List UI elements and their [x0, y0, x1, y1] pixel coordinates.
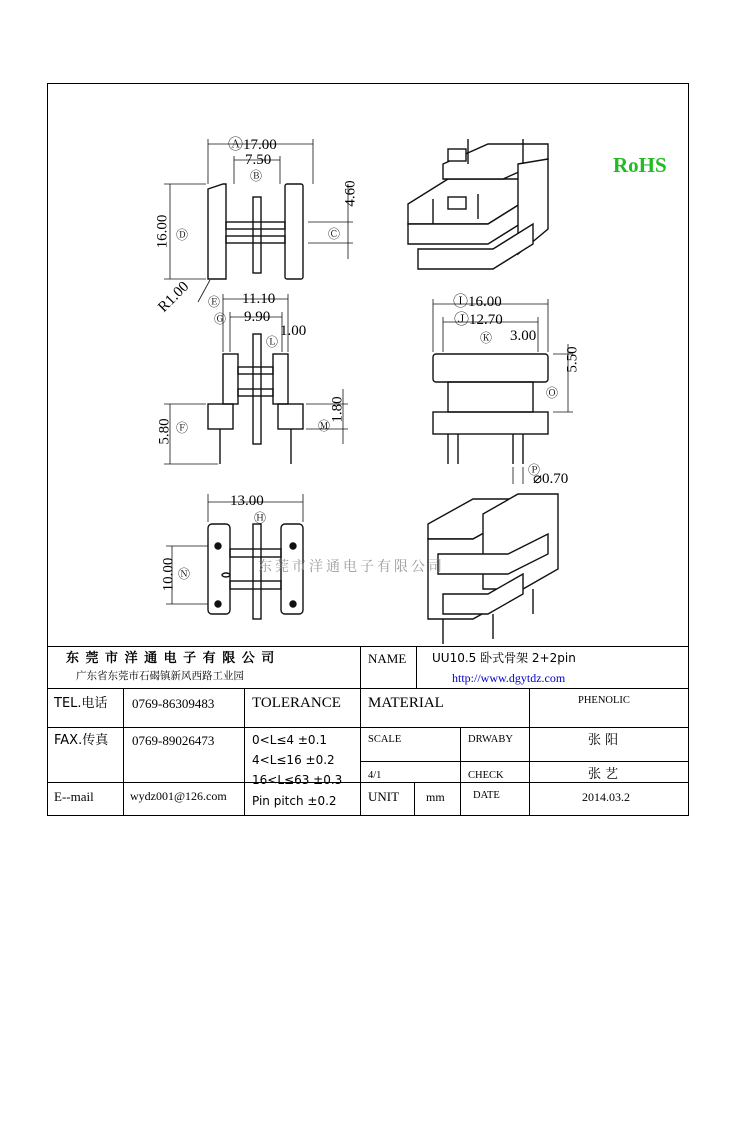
dim-n-len: 10.00	[160, 557, 177, 592]
tb-line	[48, 646, 689, 647]
name-label: NAME	[368, 651, 407, 666]
tb-line	[414, 782, 415, 816]
dim-i: Ⓘ16.00	[453, 294, 502, 310]
date-label: DATE	[473, 790, 500, 801]
tel-value: 0769-86309483	[132, 696, 215, 711]
dim-e-len: 11.10	[242, 291, 276, 307]
dim-n-mark: Ⓝ	[178, 567, 191, 581]
top-right-isometric	[408, 139, 548, 269]
dim-g-mark: Ⓖ	[214, 312, 227, 326]
tb-line	[460, 727, 461, 816]
dim-f-len: 5.80	[156, 418, 173, 445]
tb-line	[244, 688, 245, 816]
dim-k-len: 3.00	[510, 328, 537, 344]
tolerance-line-2: 4<L≤16 ±0.2	[252, 753, 335, 767]
dim-p-mark: Ⓟ	[528, 463, 541, 477]
part-name: UU10.5 卧式骨架 2+2pin	[432, 651, 576, 665]
email-value: wydz001@126.com	[130, 789, 227, 803]
bottom-right-isometric	[428, 494, 558, 644]
tb-line	[48, 727, 689, 728]
dim-h-mark: Ⓗ	[254, 511, 267, 525]
dim-c-len: 4.60	[342, 180, 359, 207]
tb-line	[529, 688, 530, 816]
tb-line	[48, 782, 689, 783]
dim-d-len: 16.00	[154, 214, 171, 249]
tb-line	[361, 761, 689, 762]
dim-j: Ⓙ12.70	[454, 312, 503, 328]
scale-label: SCALE	[368, 734, 402, 745]
unit-label: UNIT	[368, 789, 400, 804]
tolerance-line-4: Pin pitch ±0.2	[252, 794, 337, 808]
check-value: 张 艺	[588, 767, 619, 782]
dim-m-len: 1.80	[329, 396, 346, 423]
check-label: CHECK	[468, 770, 504, 781]
dim-k-mark: Ⓚ	[480, 331, 493, 345]
material-label: MATERIAL	[368, 695, 444, 711]
dim-b-len: 7.50	[245, 152, 272, 168]
dim-l-len: 1.00	[280, 323, 307, 339]
watermark: 东莞市洋通电子有限公司	[258, 559, 445, 575]
drawnby-value: 张 阳	[588, 733, 619, 748]
drawing-sheet	[47, 83, 689, 816]
unit-value: mm	[426, 790, 445, 804]
tolerance-line-3: 16<L≤63 ±0.3	[252, 773, 343, 787]
tb-line	[360, 646, 361, 816]
tolerance-label: TOLERANCE	[252, 695, 341, 711]
dim-m-mark: Ⓜ	[318, 419, 331, 433]
dim-e-mark: Ⓔ	[208, 295, 221, 309]
company-name: 东 莞 市 洋 通 电 子 有 限 公 司	[66, 651, 276, 666]
tolerance-line-1: 0<L≤4 ±0.1	[252, 733, 328, 747]
tb-line	[416, 646, 417, 688]
tb-line	[123, 688, 124, 816]
dim-o-len: 5.50	[564, 346, 581, 373]
dim-o-mark: Ⓞ	[546, 386, 559, 400]
company-address: 广东省东莞市石碣镇新风西路工业园	[76, 670, 244, 682]
dim-g-len: 9.90	[244, 309, 271, 325]
dim-b-mark: Ⓑ	[250, 169, 263, 183]
tel-label: TEL.电话	[54, 696, 108, 711]
tb-line	[48, 688, 689, 689]
drawnby-label: DRWABY	[468, 734, 513, 745]
dim-p-len: ⌀0.70	[533, 471, 569, 487]
email-label: E--mail	[54, 789, 94, 804]
dim-radius: R1.00	[155, 278, 193, 316]
dim-h-len: 13.00	[230, 493, 264, 509]
rohs-mark: RoHS	[613, 153, 667, 177]
website-link[interactable]: http://www.dgytdz.com	[452, 671, 566, 685]
scale-value: 4/1	[368, 770, 382, 781]
dim-d-mark: Ⓓ	[176, 228, 189, 242]
dim-a: Ⓐ17.00	[228, 137, 277, 153]
fax-label: FAX.传真	[54, 733, 109, 748]
material-value: PHENOLIC	[578, 695, 630, 706]
date-value: 2014.03.2	[582, 790, 630, 804]
dim-f-mark: Ⓕ	[176, 421, 189, 435]
dim-l-mark: Ⓛ	[266, 335, 279, 349]
fax-value: 0769-89026473	[132, 733, 215, 748]
dim-c-mark: Ⓒ	[328, 227, 341, 241]
